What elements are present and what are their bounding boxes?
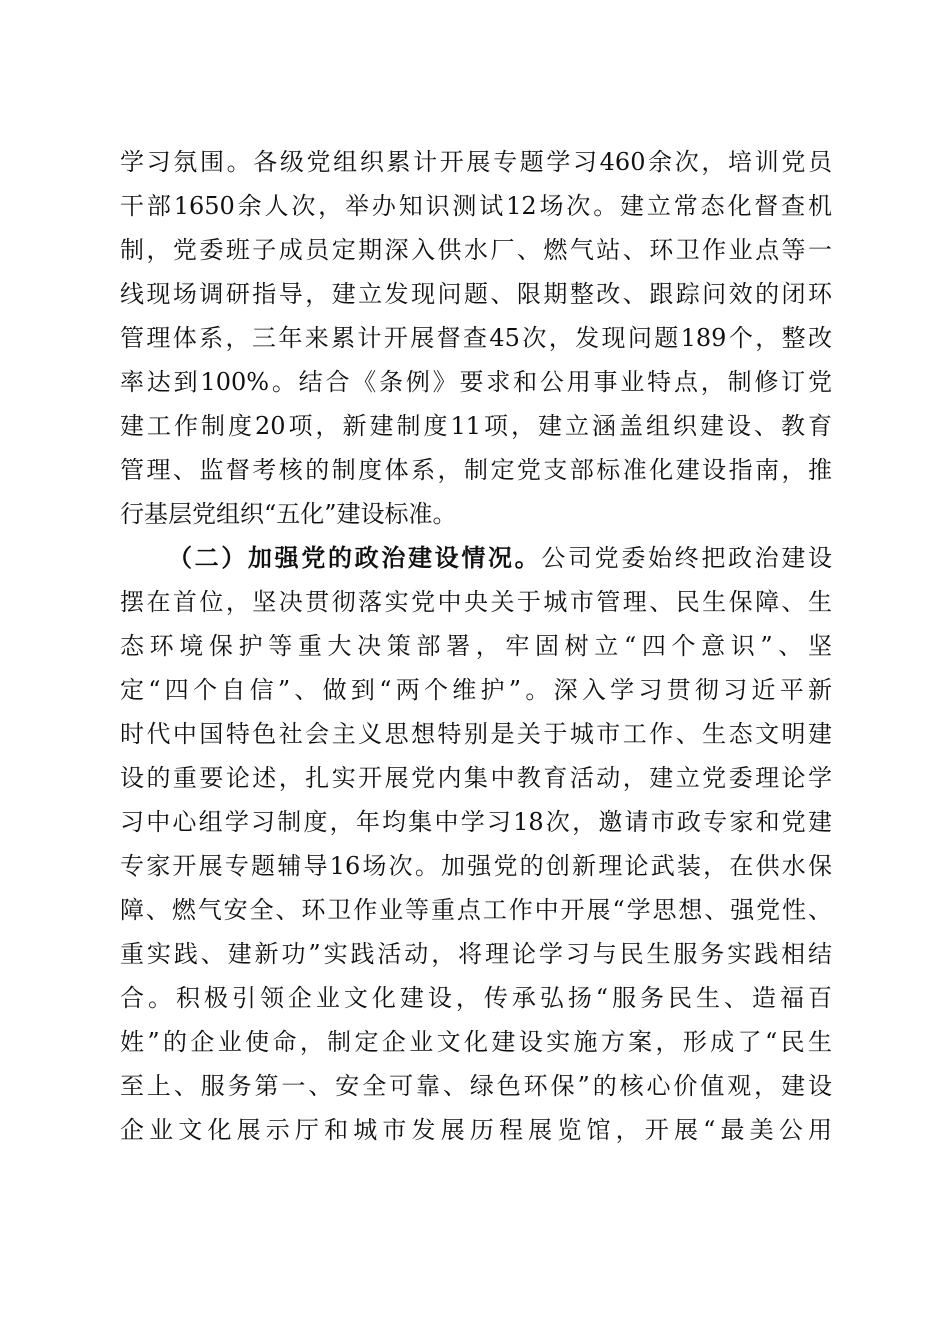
text-line: 习中心组学习制度，年均集中学习18次，邀请市政专家和党建 — [120, 808, 832, 836]
text-line: 设的重要论述，扎实开展党内集中教育活动，建立党委理论学 — [120, 764, 832, 792]
text-line: 时代中国特色社会主义思想特别是关于城市工作、生态文明建 — [120, 720, 832, 748]
text-line: 重实践、建新功”实践活动，将理论学习与民生服务实践相结 — [120, 940, 832, 968]
text-line: 企业文化展示厅和城市发展历程展览馆，开展“最美公用 — [120, 1116, 832, 1144]
text-line: 学习氛围。各级党组织累计开展专题学习460余次，培训党员 — [120, 148, 832, 176]
text-line: 摆在首位，坚决贯彻落实党中央关于城市管理、民生保障、生 — [120, 588, 832, 616]
text-line: 态环境保护等重大决策部署，牢固树立“四个意识”、坚 — [120, 632, 832, 660]
document-body — [120, 140, 832, 1152]
text-line: 管理、监督考核的制度体系，制定党支部标准化建设指南，推 — [120, 456, 832, 484]
text-line: 合。积极引领企业文化建设，传承弘扬“服务民生、造福百 — [120, 984, 832, 1012]
text-line: 线现场调研指导，建立发现问题、限期整改、跟踪问效的闭环 — [120, 280, 832, 308]
text-line: 专家开展专题辅导16场次。加强党的创新理论武装，在供水保 — [120, 852, 832, 880]
text-line: 至上、服务第一、安全可靠、绿色环保”的核心价值观，建设 — [120, 1072, 832, 1100]
text-line: 行基层党组织“五化”建设标准。 — [120, 500, 457, 528]
paragraph-1 — [120, 140, 832, 536]
text-segment: 公司党委始终把政治建设 — [541, 544, 833, 572]
text-line: 定“四个自信”、做到“两个维护”。深入学习贯彻习近平新 — [120, 676, 832, 704]
text-line: 制，党委班子成员定期深入供水厂、燃气站、环卫作业点等一 — [120, 236, 832, 264]
section-heading: （二）加强党的政治建设情况。 — [168, 543, 542, 572]
text-line: 干部1650余人次，举办知识测试12场次。建立常态化督查机 — [120, 192, 832, 220]
text-line: 率达到100%。结合《条例》要求和公用事业特点，制修订党 — [120, 368, 832, 396]
text-line: 管理体系，三年来累计开展督查45次，发现问题189个，整改 — [120, 324, 832, 352]
text-line: 障、燃气安全、环卫作业等重点工作中开展“学思想、强党性、 — [120, 896, 832, 924]
text-line: 姓”的企业使命，制定企业文化建设实施方案，形成了“民生 — [120, 1028, 832, 1056]
paragraph-2-first-line — [120, 536, 832, 580]
paragraph-2 — [120, 536, 832, 1152]
text-line: 建工作制度20项，新建制度11项，建立涵盖组织建设、教育 — [120, 412, 832, 440]
